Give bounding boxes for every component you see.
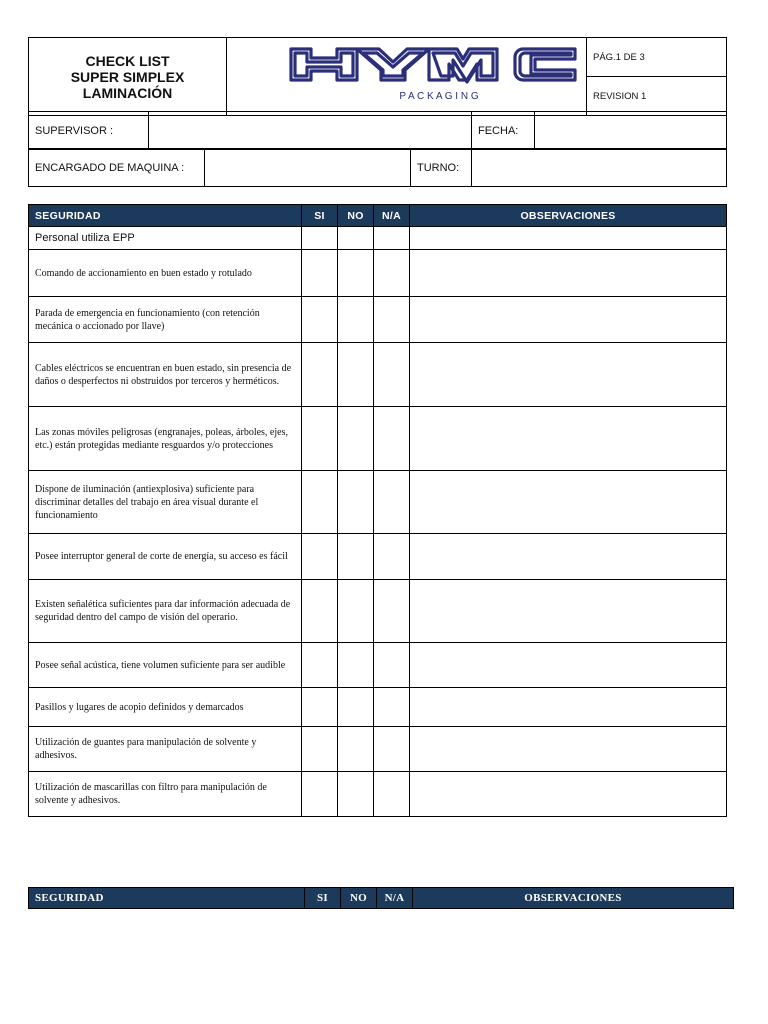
table-row bbox=[29, 471, 727, 534]
table-row bbox=[29, 297, 727, 343]
no-checkbox-cell[interactable] bbox=[338, 688, 374, 727]
na-checkbox-cell[interactable] bbox=[374, 643, 410, 688]
observaciones-cell[interactable] bbox=[410, 580, 727, 643]
table-row bbox=[29, 772, 727, 817]
na-checkbox-cell[interactable] bbox=[374, 772, 410, 817]
na-checkbox-cell[interactable] bbox=[374, 534, 410, 580]
column-header-na: N/A bbox=[374, 205, 410, 227]
encargado-label: ENCARGADO DE MAQUINA : bbox=[29, 149, 205, 187]
table-row bbox=[29, 250, 727, 297]
na-checkbox-cell[interactable] bbox=[374, 471, 410, 534]
page-number: PÁG.1 DE 3 bbox=[587, 38, 727, 77]
no-checkbox-cell[interactable] bbox=[338, 343, 374, 407]
encargado-row bbox=[28, 148, 727, 187]
column-header-si: SI bbox=[302, 205, 338, 227]
na-checkbox-cell[interactable] bbox=[374, 727, 410, 772]
si-checkbox-cell[interactable] bbox=[302, 227, 338, 250]
si-checkbox-cell[interactable] bbox=[302, 250, 338, 297]
column-header-seguridad-2: SEGURIDAD bbox=[29, 888, 305, 909]
document-title bbox=[29, 38, 227, 116]
table-row bbox=[29, 643, 727, 688]
table-row bbox=[29, 343, 727, 407]
checklist-item: Posee señal acústica, tiene volumen suficiente para ser audible bbox=[29, 643, 302, 688]
no-checkbox-cell[interactable] bbox=[338, 772, 374, 817]
no-checkbox-cell[interactable] bbox=[338, 297, 374, 343]
na-checkbox-cell[interactable] bbox=[374, 343, 410, 407]
company-logo bbox=[227, 38, 587, 116]
checklist-item: Utilización de mascarillas con filtro para manipulación de solvente y adhesivos. bbox=[29, 772, 302, 817]
supervisor-field[interactable] bbox=[149, 112, 472, 150]
na-checkbox-cell[interactable] bbox=[374, 407, 410, 471]
checklist-item: Parada de emergencia en funcionamiento (con retención mecánica o accionado por llave) bbox=[29, 297, 302, 343]
checklist-item: Comando de accionamiento en buen estado y rotulado bbox=[29, 250, 302, 297]
si-checkbox-cell[interactable] bbox=[302, 297, 338, 343]
title-line-1: CHECK LIST bbox=[85, 52, 170, 69]
table-row bbox=[29, 407, 727, 471]
title-line-2: SUPER SIMPLEX bbox=[70, 68, 185, 85]
observaciones-cell[interactable] bbox=[410, 534, 727, 580]
table-row bbox=[29, 534, 727, 580]
hyc-packaging-logo bbox=[227, 38, 587, 110]
column-header-no: NO bbox=[338, 205, 374, 227]
fecha-field[interactable] bbox=[535, 112, 727, 150]
title-line-3: LAMINACIÓN bbox=[82, 84, 173, 101]
no-checkbox-cell[interactable] bbox=[338, 471, 374, 534]
observaciones-cell[interactable] bbox=[410, 688, 727, 727]
checklist-table bbox=[28, 204, 727, 817]
supervisor-row bbox=[28, 111, 727, 150]
no-checkbox-cell[interactable] bbox=[338, 727, 374, 772]
checklist-item: Personal utiliza EPP bbox=[29, 227, 302, 250]
encargado-field[interactable] bbox=[205, 149, 411, 187]
si-checkbox-cell[interactable] bbox=[302, 471, 338, 534]
no-checkbox-cell[interactable] bbox=[338, 580, 374, 643]
table-row bbox=[29, 727, 727, 772]
si-checkbox-cell[interactable] bbox=[302, 580, 338, 643]
checklist-item: Las zonas móviles peligrosas (engranajes, poleas, árboles, ejes, etc.) están protegidas mediante resguardos y/o protecciones bbox=[29, 407, 302, 471]
observaciones-cell[interactable] bbox=[410, 727, 727, 772]
revision: REVISION 1 bbox=[587, 77, 727, 116]
logo-subtext: P A C K A G I N G bbox=[399, 91, 479, 102]
checklist-item: Posee interruptor general de corte de energía, su acceso es fácil bbox=[29, 534, 302, 580]
checklist-item: Utilización de guantes para manipulación de solvente y adhesivos. bbox=[29, 727, 302, 772]
fecha-label: FECHA: bbox=[472, 112, 535, 150]
supervisor-label: SUPERVISOR : bbox=[29, 112, 149, 150]
si-checkbox-cell[interactable] bbox=[302, 688, 338, 727]
observaciones-cell[interactable] bbox=[410, 643, 727, 688]
column-header-na-2: N/A bbox=[377, 888, 413, 909]
column-header-no-2: NO bbox=[341, 888, 377, 909]
checklist-item: Existen señalética suficientes para dar información adecuada de seguridad dentro del campo de visión del operario. bbox=[29, 580, 302, 643]
checklist-item: Pasillos y lugares de acopio definidos y demarcados bbox=[29, 688, 302, 727]
na-checkbox-cell[interactable] bbox=[374, 250, 410, 297]
si-checkbox-cell[interactable] bbox=[302, 343, 338, 407]
si-checkbox-cell[interactable] bbox=[302, 772, 338, 817]
document-header bbox=[28, 37, 727, 116]
column-header-seguridad: SEGURIDAD bbox=[29, 205, 302, 227]
na-checkbox-cell[interactable] bbox=[374, 227, 410, 250]
checklist-item: Dispone de iluminación (antiexplosiva) suficiente para discriminar detalles del trabajo en área visual durante el funcionamiento bbox=[29, 471, 302, 534]
observaciones-cell[interactable] bbox=[410, 471, 727, 534]
column-header-observaciones-2: OBSERVACIONES bbox=[413, 888, 734, 909]
si-checkbox-cell[interactable] bbox=[302, 534, 338, 580]
no-checkbox-cell[interactable] bbox=[338, 227, 374, 250]
column-header-observaciones: OBSERVACIONES bbox=[410, 205, 727, 227]
observaciones-cell[interactable] bbox=[410, 250, 727, 297]
observaciones-cell[interactable] bbox=[410, 343, 727, 407]
na-checkbox-cell[interactable] bbox=[374, 580, 410, 643]
no-checkbox-cell[interactable] bbox=[338, 643, 374, 688]
no-checkbox-cell[interactable] bbox=[338, 407, 374, 471]
checklist-item: Cables eléctricos se encuentran en buen estado, sin presencia de daños o desperfectos ni obstruidos por terceros y herméticos. bbox=[29, 343, 302, 407]
observaciones-cell[interactable] bbox=[410, 297, 727, 343]
table-row bbox=[29, 227, 727, 250]
table-row bbox=[29, 580, 727, 643]
si-checkbox-cell[interactable] bbox=[302, 643, 338, 688]
observaciones-cell[interactable] bbox=[410, 772, 727, 817]
column-header-si-2: SI bbox=[305, 888, 341, 909]
si-checkbox-cell[interactable] bbox=[302, 407, 338, 471]
no-checkbox-cell[interactable] bbox=[338, 534, 374, 580]
table-row bbox=[29, 688, 727, 727]
no-checkbox-cell[interactable] bbox=[338, 250, 374, 297]
observaciones-cell[interactable] bbox=[410, 227, 727, 250]
checklist-table-2-header bbox=[28, 887, 734, 909]
na-checkbox-cell[interactable] bbox=[374, 297, 410, 343]
turno-label: TURNO: bbox=[411, 149, 472, 187]
na-checkbox-cell[interactable] bbox=[374, 688, 410, 727]
observaciones-cell[interactable] bbox=[410, 407, 727, 471]
turno-field[interactable] bbox=[472, 149, 727, 187]
si-checkbox-cell[interactable] bbox=[302, 727, 338, 772]
